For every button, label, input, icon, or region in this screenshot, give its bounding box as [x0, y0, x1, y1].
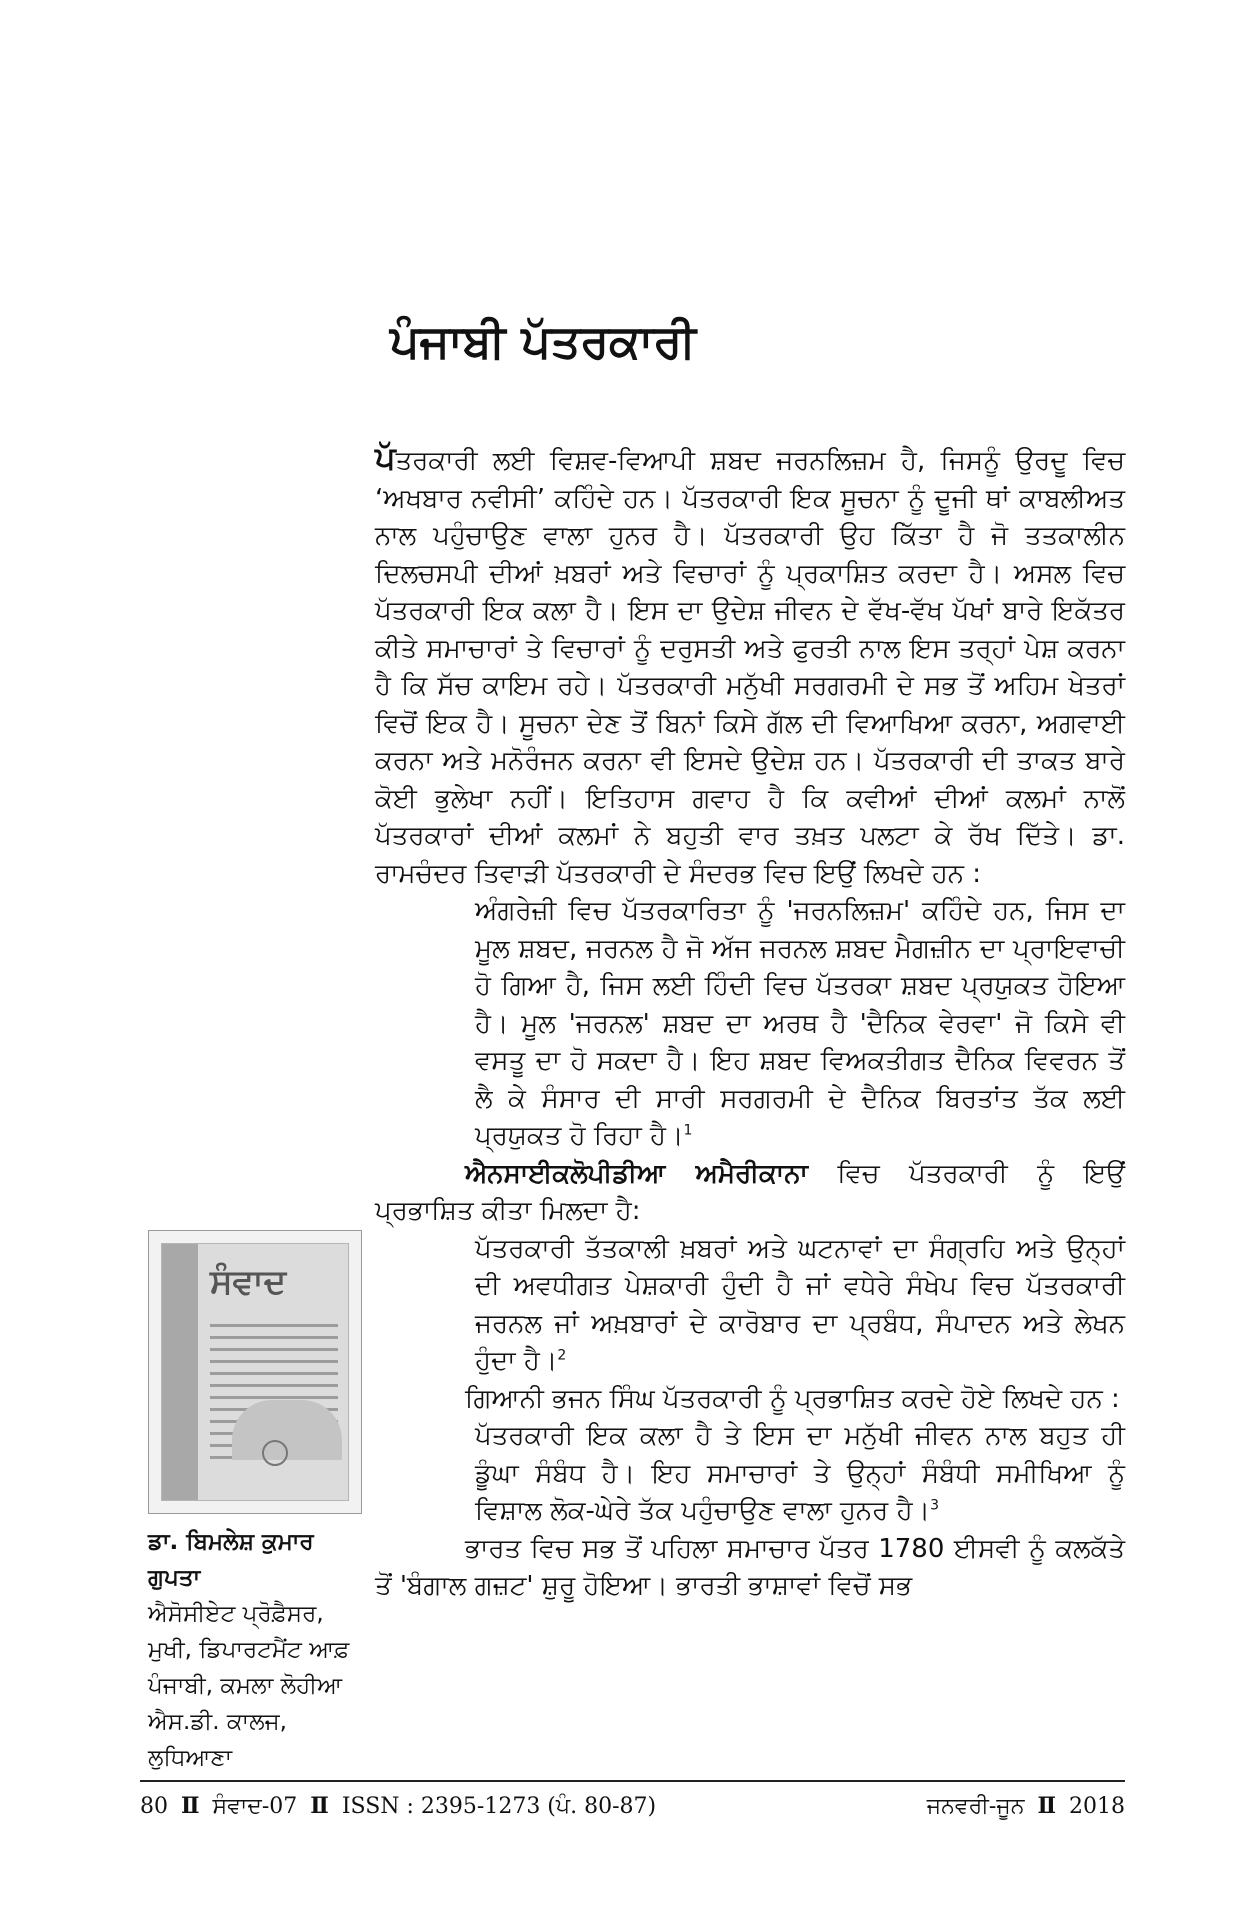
paragraph-intro-text: ਤਰਕਾਰੀ ਲਈ ਵਿਸ਼ਵ-ਵਿਆਪੀ ਸ਼ਬਦ ਜਰਨਲਿਜ਼ਮ ਹੈ, ਜਿਸਨੂੰ ਉਰਦੂ ਵਿਚ ‘ਅਖਬਾਰ ਨਵੀਸੀ’ ਕਹਿੰਦੇ ਹਨ। ਪੱਤਰਕਾਰੀ ਇਕ ਸੂਚਨਾ ਨੂੰ ਦੂਜੀ ਥਾਂ ਕਾਬਲੀਅਤ ਨਾਲ ਪਹੁੰਚਾਉਣ ਵਾਲਾ ਹੁਨਰ ਹੈ। ਪੱਤਰਕਾਰੀ ਉਹ ਕਿੱਤਾ ਹੈ ਜੋ ਤਤਕਾਲੀਨ ਦਿਲਚਸਪੀ ਦੀਆਂ ਖ਼ਬਰਾਂ ਅਤੇ ਵਿਚਾਰਾਂ ਨੂੰ ਪ੍ਰਕਾਸ਼ਿਤ ਕਰਦਾ ਹੈ। ਅਸਲ ਵਿਚ ਪੱਤਰਕਾਰੀ ਇਕ ਕਲਾ ਹੈ। ਇਸ ਦਾ ਉਦੇਸ਼ ਜੀਵਨ ਦੇ ਵੱਖ-ਵੱਖ ਪੱਖਾਂ ਬਾਰੇ ਇਕੱਤਰ ਕੀਤੇ ਸਮਾਚਾਰਾਂ ਤੇ ਵਿਚਾਰਾਂ ਨੂੰ ਦਰੁਸਤੀ ਅਤੇ ਫੁਰਤੀ ਨਾਲ ਇਸ ਤਰ੍ਹਾਂ ਪੇਸ਼ ਕਰਨਾ ਹੈ ਕਿ ਸੱਚ ਕਾਇਮ ਰਹੇ। ਪੱਤਰਕਾਰੀ ਮਨੁੱਖੀ ਸਰਗਰਮੀ ਦੇ ਸਭ ਤੋਂ ਅਹਿਮ ਖੇਤਰਾਂ ਵਿਚੋਂ ਇਕ ਹੈ। ਸੂਚਨਾ ਦੇਣ ਤੋਂ ਬਿਨਾਂ ਕਿਸੇ ਗੱਲ ਦੀ ਵਿਆਖਿਆ ਕਰਨਾ, ਅਗਵਾਈ ਕਰਨਾ ਅਤੇ ਮਨੋਰੰਜਨ ਕਰਨਾ ਵੀ ਇਸਦੇ ਉਦੇਸ਼ ਹਨ। ਪੱਤਰਕਾਰੀ ਦੀ ਤਾਕਤ ਬਾਰੇ ਕੋਈ ਭੁਲੇਖਾ ਨਹੀਂ। ਇਤਿਹਾਸ ਗਵਾਹ ਹੈ ਕਿ ਕਵੀਆਂ ਦੀਆਂ ਕਲਮਾਂ ਨਾਲੋਂ ਪੱਤਰਕਾਰਾਂ ਦੀਆਂ ਕਲਮਾਂ ਨੇ ਬਹੁਤੀ ਵਾਰ ਤਖ਼ਤ ਪਲਟਾ ਕੇ ਰੱਖ ਦਿੱਤੇ। ਡਾ. ਰਾਮਚੰਦਰ ਤਿਵਾੜੀ ਪੱਤਰਕਾਰੀ ਦੇ ਸੰਦਰਭ ਵਿਚ ਇਉਂ ਲਿਖਦੇ ਹਨ : — [375, 446, 1125, 889]
page-title: ਪੰਜਾਬੀ ਪੱਤਰਕਾਰੀ — [390, 314, 696, 368]
drop-cap: ਪੱ — [375, 439, 396, 477]
paragraph-encyclopedia-text: ਵਿਚ ਪੱਤਰਕਾਰੀ ਨੂੰ ਇਉਂ ਪ੍ਰਭਾਸ਼ਿਤ ਕੀਤਾ ਮਿਲਦਾ ਹੈ: — [375, 1158, 1125, 1226]
cover-seal-icon — [262, 1440, 288, 1466]
footer-right — [927, 1793, 1125, 1819]
paragraph-india: ਭਾਰਤ ਵਿਚ ਸਭ ਤੋਂ ਪਹਿਲਾ ਸਮਾਚਾਰ ਪੱਤਰ 1780 ਈਸਵੀ ਨੂੰ ਕਲਕੱਤੇ ਤੋਂ 'ਬੰਗਾਲ ਗਜ਼ਟ' ਸ਼ੁਰੂ ਹੋਇਆ। ਭਾਰਤੀ ਭਾਸ਼ਾਵਾਂ ਵਿਚੋਂ ਸਭ — [375, 1533, 1125, 1601]
paragraph-intro — [375, 440, 1125, 893]
author-name: ਡਾ. ਬਿਮਲੇਸ਼ ਕੁਮਾਰ ਗੁਪਤਾ — [148, 1529, 314, 1591]
paragraph-encyclopedia — [375, 1156, 1125, 1231]
block-quote-3 — [475, 1418, 1125, 1531]
footer-divider — [140, 1780, 1125, 1782]
encyclopedia-name: ਐਨਸਾਈਕਲੋਪੀਡੀਆ ਅਮੈਰੀਕਾਨਾ — [465, 1158, 808, 1189]
journal-cover-art — [161, 1243, 349, 1501]
issue-period: ਜਨਵਰੀ-ਜੂਨ — [926, 1794, 1025, 1819]
cover-spine — [162, 1244, 198, 1500]
paragraph-gyani: ਗਿਆਨੀ ਭਜਨ ਸਿੰਘ ਪੱਤਰਕਾਰੀ ਨੂੰ ਪ੍ਰਭਾਸ਼ਿਤ ਕਰਦੇ ਹੋਏ ਲਿਖਦੇ ਹਨ : — [465, 1383, 1120, 1414]
author-block — [148, 1524, 373, 1776]
footer-left — [140, 1793, 656, 1819]
footnote-ref-3: 3 — [930, 1497, 939, 1514]
block-quote-1-text: ਅੰਗਰੇਜ਼ੀ ਵਿਚ ਪੱਤਰਕਾਰਿਤਾ ਨੂੰ 'ਜਰਨਲਿਜ਼ਮ' ਕਹਿੰਦੇ ਹਨ, ਜਿਸ ਦਾ ਮੂਲ ਸ਼ਬਦ, ਜਰਨਲ ਹੈ ਜੋ ਅੱਜ ਜਰਨਲ ਸ਼ਬਦ ਮੈਗਜ਼ੀਨ ਦਾ ਪ੍ਰਾਇਵਾਚੀ ਹੋ ਗਿਆ ਹੈ, ਜਿਸ ਲਈ ਹਿੰਦੀ ਵਿਚ ਪੱਤਰਕਾ ਸ਼ਬਦ ਪ੍ਰਯੁਕਤ ਹੋਇਆ ਹੈ। ਮੂਲ 'ਜਰਨਲ' ਸ਼ਬਦ ਦਾ ਅਰਥ ਹੈ 'ਦੈਨਿਕ ਵੇਰਵਾ' ਜੋ ਕਿਸੇ ਵੀ ਵਸਤੂ ਦਾ ਹੋ ਸਕਦਾ ਹੈ। ਇਹ ਸ਼ਬਦ ਵਿਅਕਤੀਗਤ ਦੈਨਿਕ ਵਿਵਰਨ ਤੋਂ ਲੈ ਕੇ ਸੰਸਾਰ ਦੀ ਸਾਰੀ ਸਰਗਰਮੀ ਦੇ ਦੈਨਿਕ ਬਿਰਤਾਂਤ ਤੱਕ ਲਈ ਪ੍ਰਯੁਕਤ ਹੋ ਰਿਹਾ ਹੈ। — [475, 896, 1125, 1151]
block-quote-3-text: ਪੱਤਰਕਾਰੀ ਇਕ ਕਲਾ ਹੈ ਤੇ ਇਸ ਦਾ ਮਨੁੱਖੀ ਜੀਵਨ ਨਾਲ ਬਹੁਤ ਹੀ ਡੂੰਘਾ ਸੰਬੰਧ ਹੈ। ਇਹ ਸਮਾਚਾਰਾਂ ਤੇ ਉਨ੍ਹਾਂ ਸੰਬੰਧੀ ਸਮੀਖਿਆ ਨੂੰ ਵਿਸ਼ਾਲ ਲੋਕ-ਘੇਰੇ ਤੱਕ ਪਹੁੰਚਾਉਣ ਵਾਲਾ ਹੁਨਰ ਹੈ। — [475, 1421, 1125, 1526]
article-body — [375, 440, 1125, 1606]
footnote-ref-1: 1 — [683, 1122, 693, 1139]
journal-cover-image — [148, 1230, 362, 1514]
footnote-ref-2: 2 — [557, 1347, 567, 1364]
issue-year: 2018 — [1069, 1794, 1125, 1819]
footer-separator: Ⅱ — [1037, 1793, 1056, 1819]
cover-logo: ਸੰਵਾਦ — [210, 1262, 287, 1302]
block-quote-2-text: ਪੱਤਰਕਾਰੀ ਤੱਤਕਾਲੀ ਖ਼ਬਰਾਂ ਅਤੇ ਘਟਨਾਵਾਂ ਦਾ ਸੰਗ੍ਰਹਿ ਅਤੇ ਉਨ੍ਹਾਂ ਦੀ ਅਵਧੀਗਤ ਪੇਸ਼ਕਾਰੀ ਹੁੰਦੀ ਹੈ ਜਾਂ ਵਧੇਰੇ ਸੰਖੇਪ ਵਿਚ ਪੱਤਰਕਾਰੀ ਜਰਨਲ ਜਾਂ ਅਖ਼ਬਾਰਾਂ ਦੇ ਕਾਰੋਬਾਰ ਦਾ ਪ੍ਰਬੰਧ, ਸੰਪਾਦਨ ਅਤੇ ਲੇਖਨ ਹੁੰਦਾ ਹੈ। — [475, 1233, 1125, 1376]
footer-separator: Ⅱ — [310, 1793, 329, 1819]
block-quote-2 — [475, 1231, 1125, 1381]
journal-name: ਸੰਵਾਦ-07 — [212, 1794, 298, 1819]
page-number: 80 — [140, 1794, 168, 1819]
block-quote-1 — [475, 893, 1125, 1156]
issn-info: ISSN : 2395-1273 (ਪੰ. 80-87) — [341, 1794, 657, 1819]
footer-separator: Ⅱ — [181, 1793, 200, 1819]
author-affiliation: ਐਸੋਸੀਏਟ ਪ੍ਰੋਫ਼ੈਸਰ, ਮੁਖੀ, ਡਿਪਾਰਟਮੈਂਟ ਆਫ਼ ਪੰਜਾਬੀ, ਕਮਲਾ ਲੋਹੀਆ ਐਸ.ਡੀ. ਕਾਲਜ, ਲੁਧਿਆਣਾ — [148, 1601, 350, 1771]
